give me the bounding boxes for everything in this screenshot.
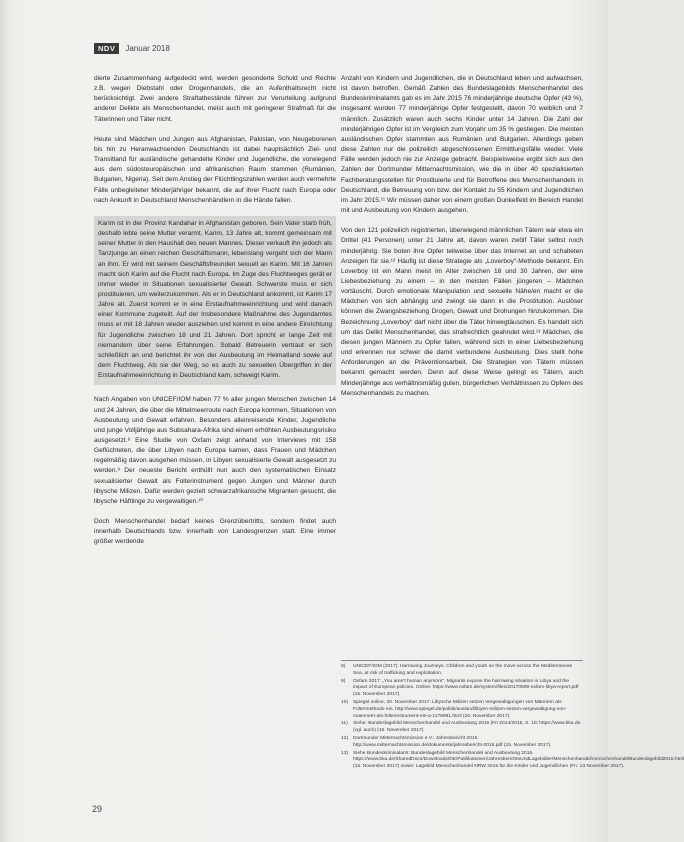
footnote — [341, 679, 583, 699]
footnote-number: 12) — [341, 735, 349, 741]
case-example-box — [94, 216, 336, 386]
case-example-text: Karim ist in der Provinz Kandahar in Afghanistan geboren. Sein Vater starb früh, deshalb lebte seine Mutter verarmt. Karim, 13 Jahre alt, kommt gemeinsam mit seiner Mutter in den Haushalt des neuen Mannes. Dieser verkauft ihn jedoch als Tanzjunge an einen reichen Geschäftsmann, lebenslang vergeht sich der Mann an ihm. Er wird mit seinem Geschäftsfreunden sexuell an Karim. Mit 16 Jahren macht sich Karim auf die Flucht nach Europa. Im Zuge des Fluchtweges gerät er immer wieder in Situationen sexualisierter Gewalt. Schwerste muss er sich prostituieren, um weiterzukommen. Als er in Deutschland ankommt, ist Karim 17 Jahre alt. Zuerst kommt er in eine Erstaufnahmeeinrichtung und wird danach einer Kommune zugeteilt. Auf der Insbesondere Maßnahme des Jugendamtes muss er mit 18 Jahren wieder ausziehen und kommt in eine andere Einrichtung für Jugendliche zwischen 18 und 21 Jahren. Dort spricht er lange Zeit mit niemandem über seine Erfahrungen. Sobald Betreuerin vertraut er sich schließlich an und berichtet ihr von der Ausbeutung im Heimatland sowie auf dem Fluchtweg. Als sie der Weg, so es auch zu sexuellen Übergriffen in der Erstaufnahmeeinrichtung in Deutschland kam, schweigt Karim. — [98, 219, 332, 380]
footnote-text: Siehe: Bundeslagebild Menschenhandel und Ausbeutung 2015 (Fn 2014/2015, S. 10; https://www.bka.de (vgl. auch) (15. November 2017). — [353, 721, 581, 734]
page-number: 29 — [92, 804, 103, 814]
right-column — [341, 74, 583, 409]
footnote-number: 11) — [341, 721, 348, 727]
journal-badge: NDV — [94, 43, 119, 54]
footnote — [341, 750, 684, 771]
footnote-text: UNICEF/IOM (2017): Harrowing Journeys. Children and youth on the move across the Mediterranean Sea, at risk of trafficking and exploitation. — [353, 664, 573, 676]
footnote-number: 10) — [341, 699, 349, 705]
footnote-number: 8) — [341, 664, 346, 669]
right-paragraph-1: Anzahl von Kindern und Jugendlichen, die in Deutschland leben und aufwachsen, ist davon betroffen. Gemäß Zahlen des Bundeslagebilds Menschenhandel des Bundeskriminalamts gab es im Jahr 2015 76 minderjährige deutsche Opfer (43 %), insgesamt wurden 77 minderjährige Opfer festgestellt, davon 70 weiblich und 7 männlich. Zusätzlich waren auch sechs Kinder unter 14 Jahren. Die Zahl der minderjährigen Opfer ist im Vergleich zum Vorjahr um 35 % gestiegen. Die meisten ausländischen Opfer stammten aus Rumänien und Bulgarien. Allerdings geben diese Zahlen nur die polizeilich abgeschlossenen Ermittlungsfälle wieder. Viele Fälle werden jedoch nie zur Anzeige gebracht. Beispielsweise ergibt sich aus den Zahlen der Dortmunder Mitternachtsmission, wie die in über 40 spezialisierten Fachberatungsstellen für Prostituierte und für Betroffene des Menschenhandels in Deutschland, die Betreuung von bzw. der Kontakt zu 55 Kindern und Jugendlichen im Jahr 2015.¹¹ Wir müssen daher von einem großen Dunkelfeld im Bereich Handel mit und Ausbeutung von Kindern ausgehen. — [341, 75, 583, 215]
footnote-text: Spiegel online, 20. November 2017: Libysche Milizen setzen Vergewaltigungen von Männern als Foltermethode ein. http://www.spiegel.de/politik/ausland/libyen-milizen-setzen-vergewaltigung-von-maennern-als-folterinstrument-ein-a-1178981.html (20. November 2017). — [353, 699, 567, 719]
left-paragraph-4: Doch Menschenhandel bedarf keines Grenzübertritts, sondern findet auch innerhalb Deutschlands bzw. innerhalb von Landesgrenzen statt. Eine immer größer werdende — [94, 518, 336, 546]
footnote-number: 13) — [341, 750, 349, 756]
footnote — [341, 664, 583, 678]
left-column — [94, 74, 336, 558]
footnote-text: Dortmunder Mitternachtsmission e.V.: Jahresbericht 2015. http://www.mitternachtsmission.de/dokumente/jahresbericht-2015.pdf (15. November 2017). — [353, 735, 552, 748]
footnote — [341, 721, 583, 735]
footnote-text: Oxfam 2017: „You aren't human anymore“. Migrants expose the harrowing situation in Libya and the impact of European policies. Online: https://www.oxfam.de/system/files/20170809-oxfam-libya-report.pdf (15. November 2017). — [353, 678, 579, 698]
left-paragraph-3: Nach Angaben von UNICEF/IOM haben 77 % aller jungen Menschen zwischen 14 und 24 Jahren, die über die Mittelmeerroute nach Europa kommen, Situationen von Ausbeutung und Gewalt erfahren. Besonders alleinreisende Kinder, Jugendliche und junge Volljährige aus Subsahara-Afrika sind einem erhöhten Ausbeutungsrisiko ausgesetzt.⁸ Eine Studie von Oxfam zeigt anhand von Interviews mit 158 Geflüchteten, die über Libyen nach Europa kamen, dass Frauen und Mädchen regelmäßig davon ausgehen müssen, in Libyen sexualisierte Gewalt ausgesetzt zu werden.⁹ Der neueste Bericht enthüllt nun auch den systematischen Einsatz sexualisierter Gewalt als Folterinstrument gegen Jungen und Männer durch libysche Milizen. Dafür werden gezielt schwarzafrikanische Migranten gesucht, die libysche Häftlinge zu vergewaltigen.¹⁰ — [94, 396, 336, 505]
page-header — [94, 42, 170, 54]
footnote-number: 9) — [341, 678, 346, 684]
left-paragraph-1: dierte Zusammenhang aufgedeckt wird, werden gesonderte Schuld und Rechte z.B. wegen Diebstahl oder Drogenhandels, die an Aufenthaltsrecht nicht berücksichtigt. Zwei andere Straftatbestände führen zur Verurteilung aufgrund anderer Delikte als Menschenhandel, meist auch mit geringerer Strafmaß für die Täterinnen und Täter nicht. — [94, 75, 336, 123]
footnote — [341, 700, 583, 720]
footnote-text: Siehe Bundeskriminalamt: Bundeslagebild Menschenhandel und Ausbeutung 2015. https://www.bka.de/SharedDocs/Downloads/DE/Publikationen/JahresberichteUndLagebilder/Menschenhandel/menschenhandelBundeslagebild2015.html (15. November 2017) sowie: Lagebild Menschenhandel NRW 2015 für die Kinder und Jugendlichen (Fn. 13 November 2017). — [353, 750, 684, 770]
footnote — [341, 736, 583, 750]
footnotes — [341, 660, 684, 772]
right-paragraph-2: Von den 121 polizeilich registrierten, überwiegend männlichen Tätern war etwa ein Drittel (41 Personen) unter 21 Jahre alt, davon waren zwölf Täter selbst noch minderjährig. Sie boten ihre Opfer teilweise über das Internet an und schalteten Anzeigen für sie.¹² Häufig ist diese Strategie als „Loverboy“-Methode bekannt. Ein Loverboy ist ein Mann meist im Alter zwischen 18 und 30 Jahren, der eine Liebesbeziehung zu einem – in den meisten Fällen jüngeren – Mädchen vortäuscht. Durch emotionale Manipulation und sexuelle Nähe/en macht er die Mädchen von sich abhängig und zwingt sie dann in die Prostitution. Auslöser können die Zwangsbeziehung Drogen, Gewalt und Drohungen hinzukommen. Die Bezeichnung „Loverboy“ darf nicht über die Täter hinwegtäuschen. Es handelt sich um das Delikt Menschenhandel, das strafrechtlich geahndet wird.¹³ Mädchen, die diesen jungen Männern zu Opfer fallen, während sich in einer Liebesbeziehung und erkennen nur schwer die damit verbundene Ausbeutung. Dies stellt hohe Anforderungen an die Präventionsarbeit. Die Strategien von Tätern müssen bekannt gemacht werden. Denn auf diese Weise gelingt es Tätern, auch Minderjährige aus verhältnismäßig guten, bürgerlichen Verhältnissen zu Opfern des Menschenhandels zu machen. — [341, 227, 584, 397]
left-paragraph-2: Heute sind Mädchen und Jungen aus Afghanistan, Pakistan, von Neugeborenen bis hin zu Heranwachsenden Deutschlands ist dabei hauptsächlich Ziel- und Transitland für ausländische gehandelte Kinder und Jugendliche, die vorwiegend aus dem südosteuropäischen und afrikanischen Raum stammen (Rumänien, Bulgarien, Nigeria). Seit dem Anstieg der Flüchtlingszahlen werden auch vermehrte Fälle unbegleiteter Minderjähriger bekannt, die auf ihrer Flucht nach Europa oder nach Ankunft in Deutschland Menschenhändlern in die Hände fallen. — [94, 135, 336, 204]
issue-date: Januar 2018 — [125, 43, 170, 53]
